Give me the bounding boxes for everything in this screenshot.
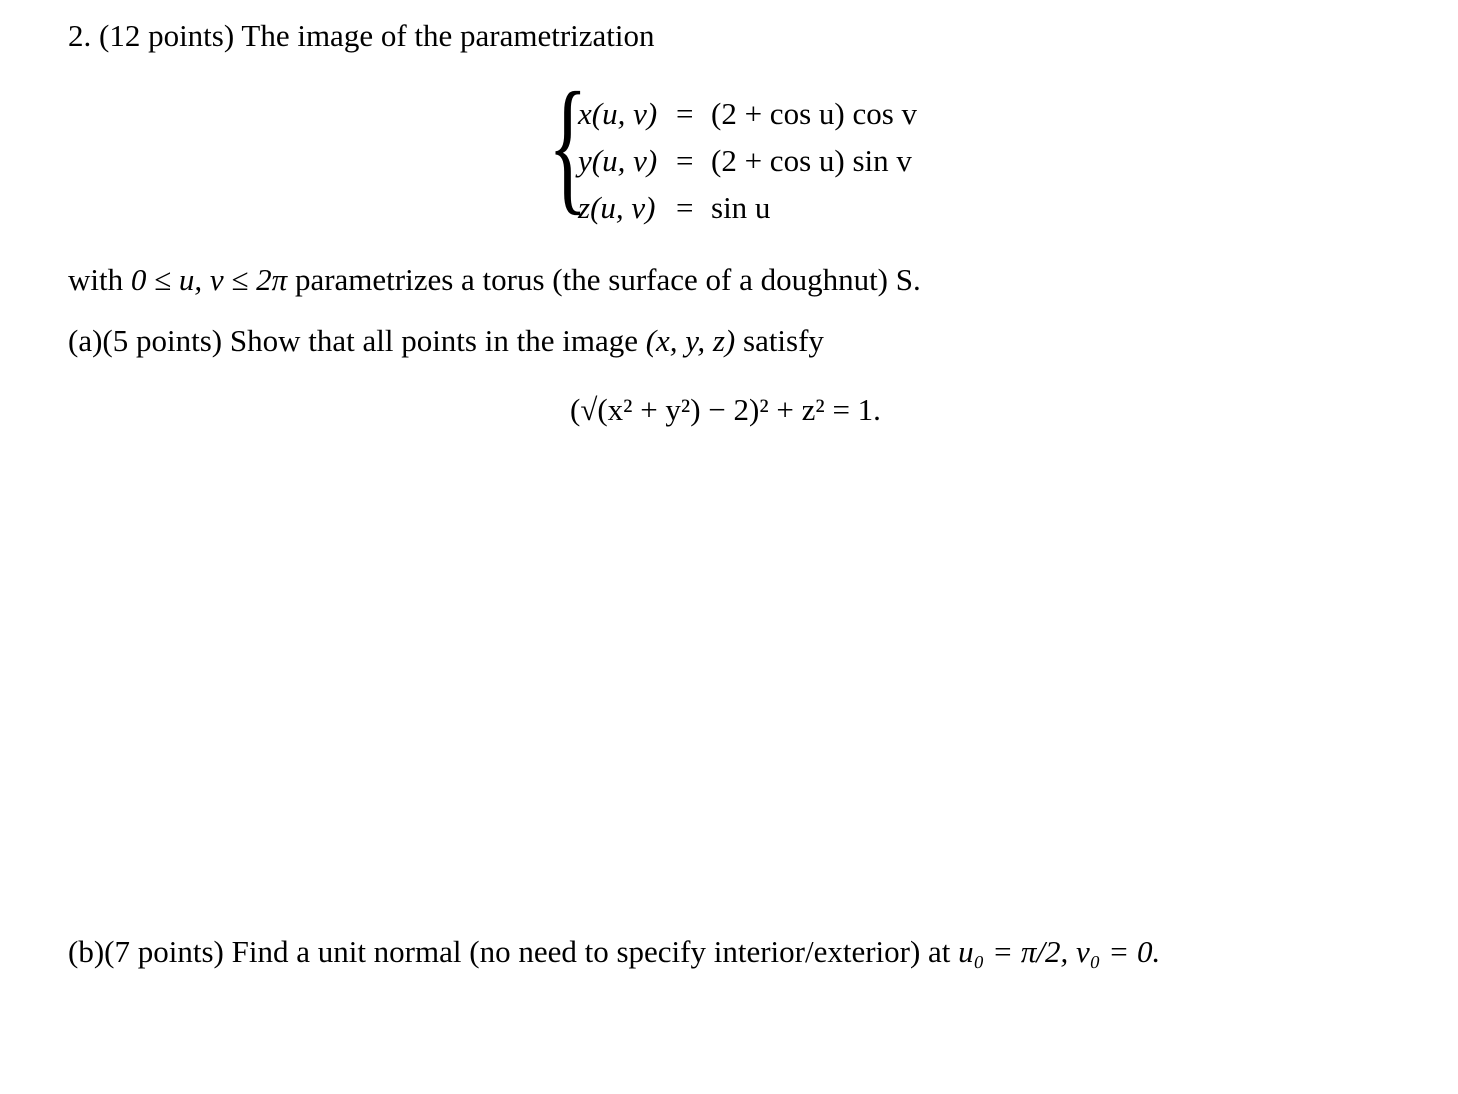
equation-y-lhs: y(u, v) — [578, 143, 658, 178]
torus-equation: (√(x² + y²) − 2)² + z² = 1. — [570, 392, 881, 427]
equation-z-rhs: sin u — [711, 190, 771, 225]
problem-points: (12 points) — [99, 18, 235, 53]
part-a-statement — [68, 325, 824, 356]
part-a-text-before: Show that all points in the image — [229, 323, 638, 358]
equation-row-y — [578, 145, 657, 176]
parametrization-system — [548, 62, 948, 234]
equation-z-equals: = — [676, 190, 694, 225]
domain-prefix: with — [68, 262, 124, 297]
equation-row-z — [578, 192, 655, 223]
problem-number: 2. — [68, 18, 92, 53]
domain-line — [68, 264, 921, 295]
equation-y-equals: = — [676, 143, 694, 178]
part-b-statement — [68, 936, 1160, 967]
equation-row-x — [578, 98, 657, 129]
part-a-text-after: satisfy — [743, 323, 824, 358]
part-a-label: (a)(5 points) — [68, 323, 223, 358]
part-b-label: (b)(7 points) — [68, 934, 224, 969]
part-a-point: (x, y, z) — [645, 323, 736, 358]
domain-suffix: parametrizes a torus (the surface of a doughnut) S. — [294, 262, 921, 297]
equation-y-rhs: (2 + cos u) sin v — [711, 143, 912, 178]
left-brace: { — [548, 62, 588, 228]
equation-x-rhs: (2 + cos u) cos v — [711, 96, 918, 131]
domain-condition: 0 ≤ u, v ≤ 2π — [130, 262, 288, 297]
part-b-condition: u₀ = π/2, v₀ = 0. — [958, 934, 1161, 969]
problem-heading — [68, 20, 655, 51]
part-b-text: Find a unit normal (no need to specify interior/exterior) at — [231, 934, 951, 969]
equation-z-lhs: z(u, v) — [578, 190, 656, 225]
equation-x-lhs: x(u, v) — [578, 96, 658, 131]
equation-x-equals: = — [676, 96, 694, 131]
problem-intro: The image of the parametrization — [241, 18, 655, 53]
